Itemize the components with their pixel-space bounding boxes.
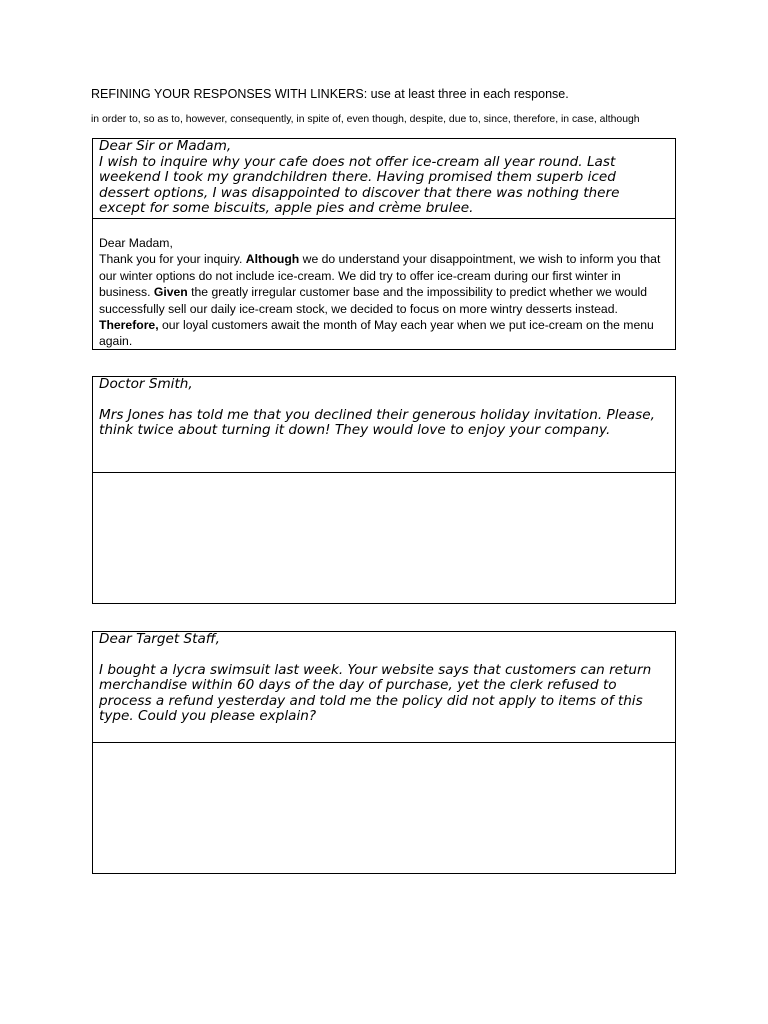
linkers-list: in order to, so as to, however, consequently, in spite of, even though, despite, due to, since, therefore, in case, although [91,114,640,125]
response-cell[interactable] [93,473,675,603]
response-body [99,251,669,349]
page-heading: REFINING YOUR RESPONSES WITH LINKERS: use at least three in each response. [91,87,569,101]
prompt-cell [93,632,675,743]
response-text: Thank you for your inquiry. [99,252,246,267]
linker-word: Although [245,252,300,267]
response-text: our loyal customers await the month of May each year when we put ice-cream on the menu again. [99,318,654,349]
prompt-cell [93,377,675,473]
blank-line [99,393,669,408]
prompt-body: I wish to inquire why your cafe does not offer ice-cream all year round. Last weekend I took my grandchildren there. Having promised them superb iced dessert options, I was disappointed to discover that there was nothing there except for some biscuits, apple pies and crème brulee. [99,153,620,217]
response-salutation: Dear Madam, [99,236,173,250]
task-table-3 [92,631,676,874]
prompt-cell [93,139,675,219]
prompt-salutation: Dear Target Staff, [99,632,220,647]
linker-word: Given [153,285,188,300]
linker-word: Therefore, [99,318,159,333]
task-table-1 [92,138,676,350]
blank-line [99,648,669,663]
response-text: we do understand your disappointment, we wish to inform you that our winter options do not include ice-cream. We did try to offer ice-cream during our first winter in business. [99,252,661,300]
response-text: the greatly irregular customer base and the impossibility to predict whether we would successfully sell our daily ice-cream stock, we decided to focus on more wintry desserts instead. [99,285,648,316]
prompt-body: Mrs Jones has told me that you declined their generous holiday invitation. Please, think twice about turning it down! They would love to enjoy your company. [99,406,655,439]
prompt-salutation: Dear Sir or Madam, [99,139,232,154]
prompt-salutation: Doctor Smith, [99,377,193,392]
task-table-2 [92,376,676,604]
prompt-body: I bought a lycra swimsuit last week. Your website says that customers can return merchandise within 60 days of the day of purchase, yet the clerk refused to process a refund yesterday and told me the policy did not apply to items of this type. Could you please explain? [99,661,652,725]
response-cell[interactable] [93,219,675,349]
response-cell[interactable] [93,743,675,873]
